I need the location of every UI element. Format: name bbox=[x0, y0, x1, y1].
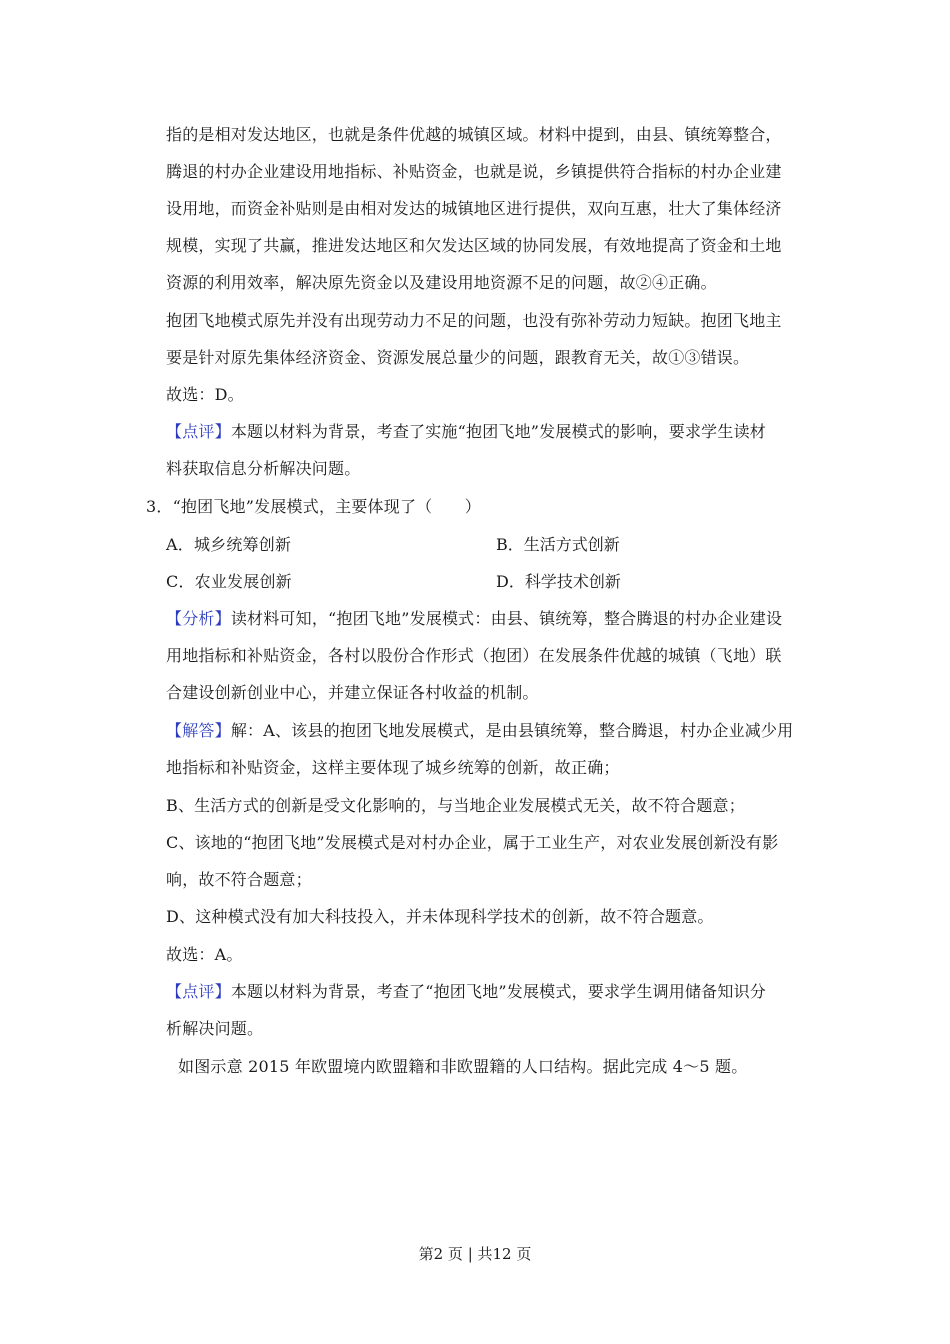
solution-line bbox=[166, 721, 816, 741]
option-c: C．农业发展创新 bbox=[166, 572, 292, 591]
text-line: 响，故不符合题意； bbox=[166, 870, 312, 889]
review-tag: 【点评】 bbox=[166, 982, 231, 1001]
analysis-text: 读材料可知，“抱团飞地”发展模式：由县、镇统筹，整合腾退的村办企业建设 bbox=[230, 609, 783, 628]
option-d: D．科学技术创新 bbox=[496, 572, 621, 591]
review-line bbox=[166, 422, 816, 442]
solution-text: 解：A、该县的抱团飞地发展模式，是由县镇统筹，整合腾退，村办企业减少用 bbox=[230, 721, 794, 740]
text-line: 要是针对原先集体经济资金、资源发展总量少的问题，跟教育无关，故①③错误。 bbox=[166, 348, 750, 367]
text-line: 地指标和补贴资金，这样主要体现了城乡统筹的创新，故正确； bbox=[166, 758, 620, 777]
review-tag: 【点评】 bbox=[166, 422, 231, 441]
solution-tag: 【解答】 bbox=[166, 721, 231, 740]
text-line: 规模，实现了共赢，推进发达地区和欠发达区域的协同发展，有效地提高了资金和土地 bbox=[166, 236, 782, 255]
text-line: B、生活方式的创新是受文化影响的，与当地企业发展模式无关，故不符合题意； bbox=[166, 796, 745, 815]
question-stem: 3．“抱团飞地”发展模式，主要体现了（ ） bbox=[146, 497, 481, 516]
text-line: 指的是相对发达地区，也就是条件优越的城镇区域。材料中提到，由县、镇统筹整合， bbox=[166, 125, 782, 144]
review-text: 本题以材料为背景，考查了“抱团飞地”发展模式，要求学生调用储备知识分 bbox=[230, 982, 766, 1001]
text-line: 腾退的村办企业建设用地指标、补贴资金，也就是说，乡镇提供符合指标的村办企业建 bbox=[166, 162, 782, 181]
text-line: D、这种模式没有加大科技投入，并未体现科学技术的创新，故不符合题意。 bbox=[166, 907, 714, 926]
text-line: 设用地，而资金补贴则是由相对发达的城镇地区进行提供，双向互惠，壮大了集体经济 bbox=[166, 199, 782, 218]
text-line: 用地指标和补贴资金，各村以股份合作形式（抱团）在发展条件优越的城镇（飞地）联 bbox=[166, 646, 782, 665]
text-line: 析解决问题。 bbox=[166, 1019, 264, 1038]
option-a: A．城乡统筹创新 bbox=[166, 535, 292, 554]
answer-line: 故选：D。 bbox=[166, 385, 244, 404]
page-footer: 第2 页 | 共12 页 bbox=[418, 1245, 532, 1263]
text-line: 资源的利用效率，解决原先资金以及建设用地资源不足的问题，故②④正确。 bbox=[166, 273, 717, 292]
intro-4-5: 如图示意 2015 年欧盟境内欧盟籍和非欧盟籍的人口结构。据此完成 4～5 题。 bbox=[178, 1057, 748, 1076]
analysis-line bbox=[166, 609, 816, 629]
review-text: 本题以材料为背景，考查了实施“抱团飞地”发展模式的影响，要求学生读材 bbox=[230, 422, 766, 441]
answer-line: 故选：A。 bbox=[166, 945, 243, 964]
analysis-tag: 【分析】 bbox=[166, 609, 231, 628]
text-line: 合建设创新创业中心，并建立保证各村收益的机制。 bbox=[166, 683, 539, 702]
review-line bbox=[166, 982, 816, 1002]
option-b: B．生活方式创新 bbox=[496, 535, 620, 554]
text-line: 料获取信息分析解决问题。 bbox=[166, 459, 361, 478]
text-line: 抱团飞地模式原先并没有出现劳动力不足的问题，也没有弥补劳动力短缺。抱团飞地主 bbox=[166, 311, 782, 330]
text-line: C、该地的“抱团飞地”发展模式是对村办企业，属于工业生产，对农业发展创新没有影 bbox=[166, 833, 779, 852]
